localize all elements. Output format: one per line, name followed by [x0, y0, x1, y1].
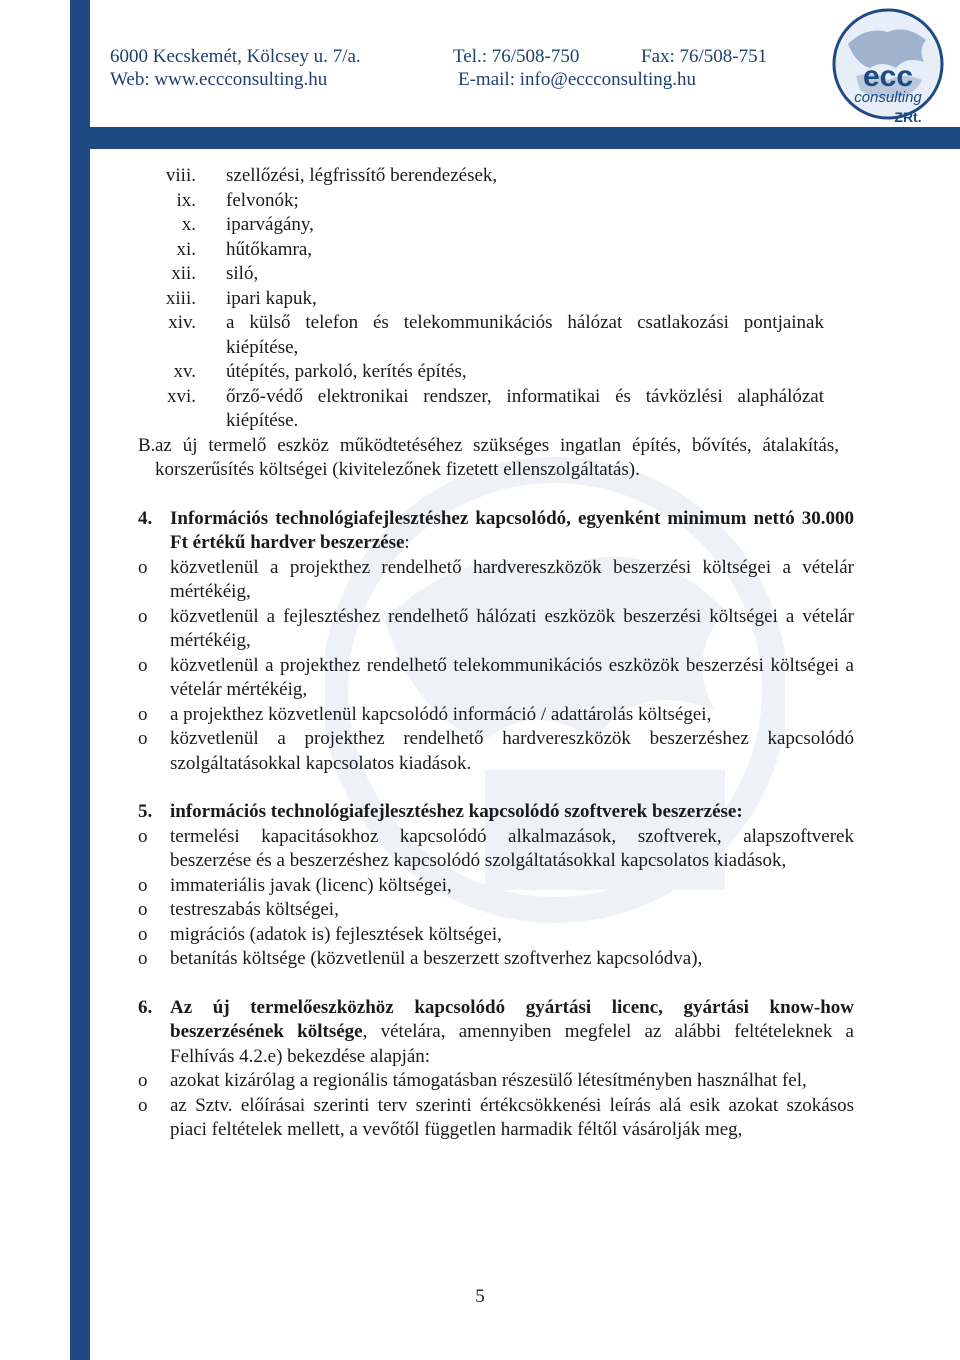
bullet-text: a projekthez közvetlenül kapcsolódó információ / adattárolás költségei,	[170, 703, 712, 725]
header-web: Web: www.eccconsulting.hu	[110, 69, 328, 90]
bullet-text: betanítás költsége (közvetlenül a beszerzett szoftverhez kapcsolódva),	[170, 948, 703, 969]
logo-ecc-text: ecc	[862, 60, 914, 93]
header-address: 6000 Kecskemét, Kölcsey u. 7/a.	[110, 46, 361, 67]
bullet-glyph: o	[138, 825, 148, 847]
section-6-heading	[138, 996, 854, 1070]
roman-numeral: ix.	[176, 189, 196, 211]
bullet-glyph: o	[138, 605, 148, 627]
page-number: 5	[475, 1286, 485, 1307]
bullet-list-item	[138, 825, 854, 874]
section-4-bullets	[138, 556, 854, 777]
roman-list-item	[138, 287, 854, 312]
bullet-text: közvetlenül a projekthez rendelhető hardvereszközök beszerzési költségei a vételár mértékéig,	[170, 556, 854, 602]
bullet-glyph: o	[138, 728, 148, 749]
roman-numeral: viii.	[165, 165, 196, 186]
b-item-mark: B.	[138, 434, 156, 456]
section-5-title: információs technológiafejlesztéshez kapcsolódó szoftverek beszerzése:	[170, 801, 743, 822]
bullet-list-item	[138, 1094, 854, 1143]
header-tel: Tel.: 76/508-750	[453, 46, 580, 67]
section-6-title-rest: , vételára, amennyiben megfelel az alábbi feltételeknek a Felhívás 4.2.e) bekezdése alapján:	[170, 1021, 854, 1067]
roman-item-text: hűtőkamra,	[226, 238, 313, 260]
b-item-text: az új termelő eszköz működtetéséhez szükséges ingatlan építés, bővítés, átalakítás, korszerűsítés költségei (kivitelezőnek fizetett ellenszolgáltatás).	[155, 434, 839, 480]
roman-item-text: útépítés, parkoló, kerítés építés,	[226, 361, 467, 382]
bullet-list-item	[138, 556, 854, 605]
bullet-glyph: o	[138, 654, 148, 676]
section-6-bullets	[138, 1069, 854, 1143]
section-4-number: 4.	[138, 507, 153, 529]
header-fax: Fax: 76/508-751	[641, 46, 768, 67]
bullet-text: immateriális javak (licenc) költségei,	[170, 874, 452, 896]
section-4-title: Információs technológiafejlesztéshez kapcsolódó, egyenként minimum nettó 30.000 Ft értékű hardver beszerzése	[170, 507, 854, 553]
roman-numeral: xii.	[171, 263, 196, 284]
bullet-glyph: o	[138, 948, 148, 969]
bullet-list-item	[138, 1069, 854, 1094]
bullet-text: azokat kizárólag a regionális támogatásban részesülő létesítményben használhat fel,	[170, 1070, 807, 1091]
bullet-text: az Sztv. előírásai szerinti terv szerinti értékcsökkenési leírás alá esik azokat szokásos piaci feltételek mellett, a vevőtől független harmadik féltől vásárolják meg,	[170, 1094, 854, 1140]
roman-list-item	[138, 385, 854, 434]
bullet-text: közvetlenül a projekthez rendelhető telekommunikációs eszközök beszerzési költségei a vételár mértékéig,	[170, 654, 854, 700]
section-6-number: 6.	[138, 996, 153, 1018]
section-4-heading	[138, 507, 854, 556]
bullet-list-item	[138, 898, 854, 923]
bullet-glyph: o	[138, 923, 148, 945]
logo-zrt-text: ZRt.	[894, 109, 922, 125]
bullet-list-item	[138, 947, 854, 972]
section-5-number: 5.	[138, 801, 153, 822]
section-5-bullets	[138, 825, 854, 972]
roman-item-text: felvonók;	[226, 189, 299, 211]
roman-numeral: xiv.	[168, 312, 196, 333]
roman-item-text: szellőzési, légfrissítő berendezések,	[226, 165, 498, 186]
roman-numeral: xvi.	[166, 385, 196, 407]
roman-numeral: xi.	[176, 238, 196, 260]
roman-item-text: siló,	[226, 263, 259, 284]
bullet-text: közvetlenül a fejlesztéshez rendelhető hálózati eszközök beszerzési költségei a vételár mértékéig,	[170, 605, 854, 651]
bullet-glyph: o	[138, 874, 148, 896]
bullet-glyph: o	[138, 899, 148, 920]
bullet-list-item	[138, 727, 854, 776]
section-6-title-bold: Az új termelőeszközhöz kapcsolódó gyártási licenc, gyártási know-how beszerzésének költsége	[170, 996, 854, 1042]
bullet-list-item	[138, 874, 854, 899]
bullet-list-item	[138, 654, 854, 703]
roman-numeral: xiii.	[165, 287, 196, 309]
b-item	[138, 434, 854, 483]
roman-item-text: őrző-védő elektronikai rendszer, informatikai és távközlési alaphálózat kiépítése.	[226, 385, 824, 431]
bullet-glyph: o	[138, 1094, 148, 1116]
document-body	[138, 164, 854, 1143]
section-5-heading	[138, 800, 854, 825]
bullet-list-item	[138, 923, 854, 948]
bullet-text: migrációs (adatok is) fejlesztések költségei,	[170, 923, 502, 945]
bullet-list-item	[138, 605, 854, 654]
roman-list-item	[138, 164, 854, 189]
bullet-text: testreszabás költségei,	[170, 899, 339, 920]
section-4-title-tail: :	[404, 532, 410, 553]
logo-consulting-text: consulting	[854, 89, 922, 106]
roman-list-item	[138, 262, 854, 287]
left-brand-bar	[70, 0, 90, 1360]
roman-item-text: a külső telefon és telekommunikációs hálózat csatlakozási pontjainak kiépítése,	[226, 312, 824, 358]
roman-numeral-list	[138, 164, 854, 434]
roman-numeral: xv.	[173, 361, 196, 382]
roman-item-text: ipari kapuk,	[226, 287, 317, 309]
roman-list-item	[138, 311, 854, 360]
roman-list-item	[138, 360, 854, 385]
roman-numeral: x.	[181, 214, 196, 235]
bullet-text: termelési kapacitásokhoz kapcsolódó alkalmazások, szoftverek, alapszoftverek beszerzése és a beszerzéshez kapcsolódó szolgáltatásokkal kapcsolatos kiadások,	[170, 825, 854, 871]
bullet-glyph: o	[138, 556, 148, 578]
roman-list-item	[138, 213, 854, 238]
header-email: E-mail: info@eccconsulting.hu	[458, 69, 697, 90]
bullet-glyph: o	[138, 703, 148, 725]
roman-list-item	[138, 238, 854, 263]
bullet-glyph: o	[138, 1070, 148, 1091]
roman-list-item	[138, 189, 854, 214]
header-brand-bar	[70, 127, 960, 149]
bullet-text: közvetlenül a projekthez rendelhető hardvereszközök beszerzéshez kapcsolódó szolgáltatásokkal kapcsolatos kiadások.	[170, 728, 854, 774]
roman-item-text: iparvágány,	[226, 214, 314, 235]
company-logo	[826, 6, 950, 126]
bullet-list-item	[138, 703, 854, 728]
